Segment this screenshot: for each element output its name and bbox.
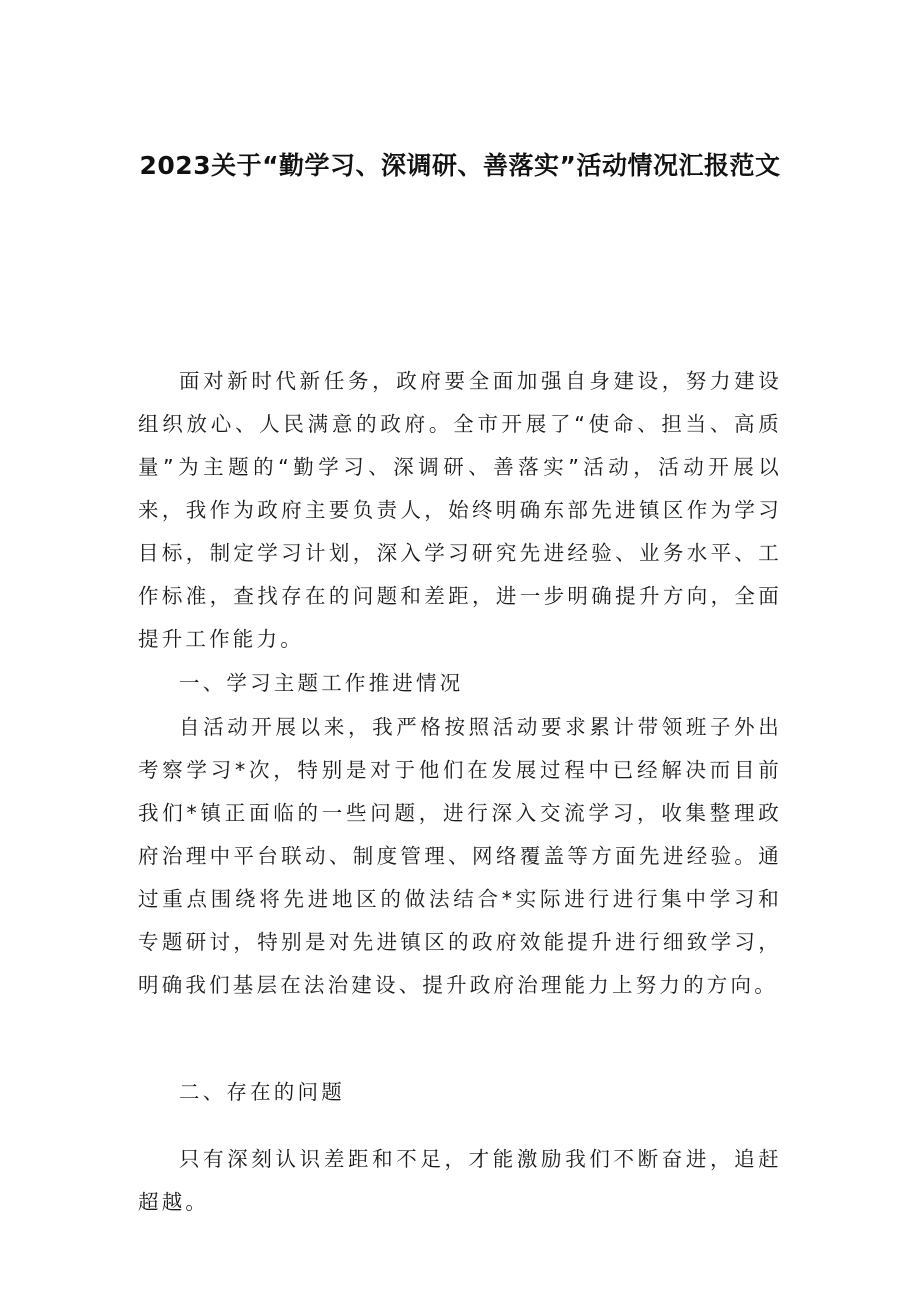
section-2-paragraph: 只有深刻认识差距和不足，才能激励我们不断奋进，追赶超越。	[138, 1147, 782, 1214]
document-title: 2023关于“勤学习、深调研、善落实”活动情况汇报范文	[139, 151, 781, 180]
intro-paragraph: 面对新时代新任务，政府要全面加强自身建设，努力建设组织放心、人民满意的政府。全市开展了“使命、担当、高质量”为主题的“勤学习、深调研、善落实”活动，活动开展以来，我作为政府主要负责人，始终明确东部先进镇区作为学习目标，制定学习计划，深入学习研究先进经验、业务水平、工作标准，查找存在的问题和差距，进一步明确提升方向，全面提升工作能力。	[138, 369, 782, 651]
section-heading-1: 一、学习主题工作推进情况	[179, 671, 464, 695]
section-heading-2: 二、存在的问题	[179, 1080, 345, 1104]
section-1-paragraph: 自活动开展以来，我严格按照活动要求累计带领班子外出考察学习*次，特别是对于他们在发展过程中已经解决而目前我们*镇正面临的一些问题，进行深入交流学习，收集整理政府治理中平台联动、制度管理、网络覆盖等方面先进经验。通过重点围绕将先进地区的做法结合*实际进行进行集中学习和专题研讨，特别是对先进镇区的政府效能提升进行细致学习，明确我们基层在法治建设、提升政府治理能力上努力的方向。	[138, 715, 782, 997]
